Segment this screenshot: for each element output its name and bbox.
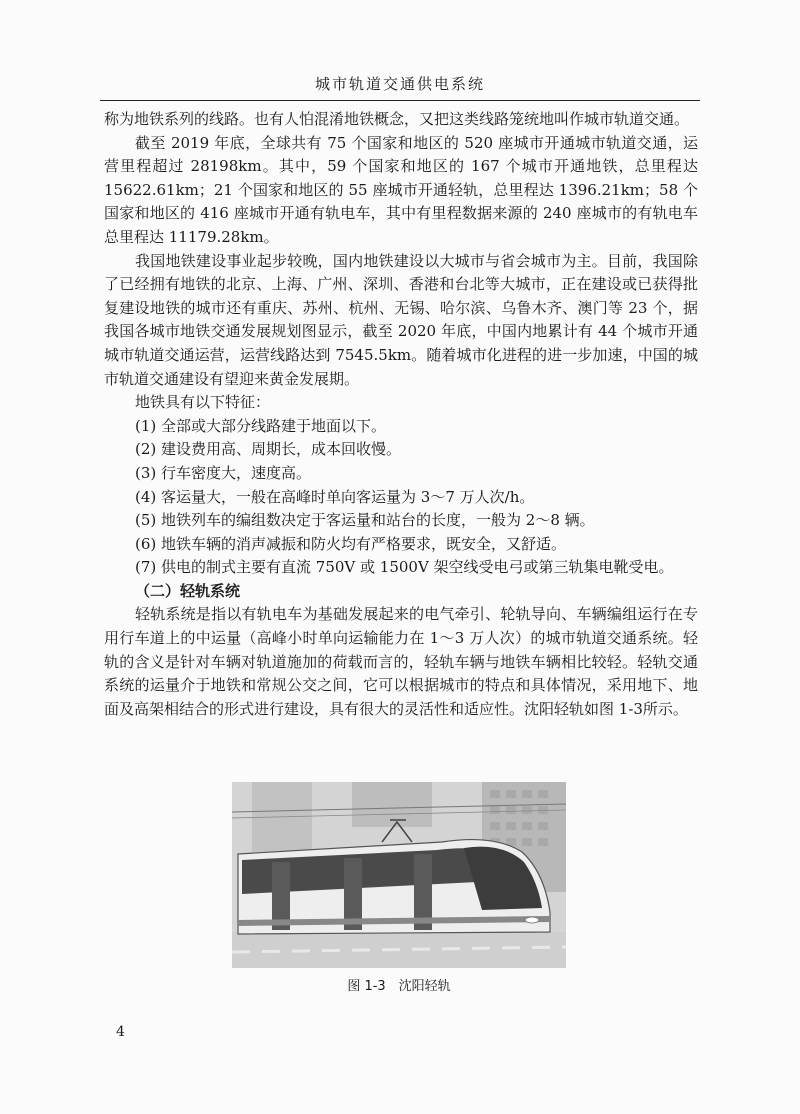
- list-item: (4) 客运量大，一般在高峰时单向客运量为 3～7 万人次/h。: [135, 487, 535, 506]
- list-item: (6) 地铁车辆的消声减振和防火均有严格要求，既安全，又舒适。: [135, 534, 567, 553]
- body-text: [104, 108, 698, 721]
- paragraph: 轻轨系统是指以有轨电车为基础发展起来的电气牵引、轮轨导向、车辆编组运行在专用行车道上的中运量（高峰小时单向运输能力在 1～3 万人次）的城市轨道交通系统。轻轨的含义是针对车辆对轨道施加的荷载而言的，轻轨车辆与地铁车辆相比较轻。轻轨交通系统的运量介于地铁和常规公交之间，它可以根据城市的特点和具体情况，采用地下、地面及高架相结合的形式进行建设，具有很大的灵活性和适应性。沈阳轻轨如图 1-3所示。: [104, 605, 698, 718]
- figure-caption: 图 1-3 沈阳轻轨: [347, 979, 451, 994]
- list-item: (1) 全部或大部分线路建于地面以下。: [135, 416, 387, 435]
- light-rail-photo: [232, 782, 566, 968]
- list-item: (3) 行车密度大，速度高。: [135, 463, 312, 482]
- page-number: 4: [116, 1024, 125, 1040]
- list-item: (2) 建设费用高、周期长，成本回收慢。: [135, 440, 402, 459]
- list-item: (7) 供电的制式主要有直流 750V 或 1500V 架空线受电弓或第三轨集电靴受电。: [135, 558, 674, 577]
- paragraph: 地铁具有以下特征：: [135, 393, 271, 412]
- paragraph: 截至 2019 年底，全球共有 75 个国家和地区的 520 座城市开通城市轨道交通，运营里程超过 28198km。其中，59 个国家和地区的 167 个城市开通地铁，总里程达 15622.61km；21 个国家和地区的 55 座城市开通轻轨，总里程达 1396.21km；58 个国家和地区的 416 座城市开通有轨电车，其中有里程数据来源的 240 座城市的有轨电车总里程达 11179.28km。: [104, 133, 698, 246]
- paragraph: 我国地铁建设事业起步较晚，国内地铁建设以大城市与省会城市为主。目前，我国除了已经拥有地铁的北京、上海、广州、深圳、香港和台北等大城市，正在建设或已获得批复建设地铁的城市还有重庆、苏州、杭州、无锡、哈尔滨、乌鲁木齐、澳门等 23 个，据我国各城市地铁交通发展规划图显示，截至 2020 年底，中国内地累计有 44 个城市开通城市轨道交通运营，运营线路达到 7545.5km。随着城市化进程的进一步加速，中国的城市轨道交通建设有望迎来黄金发展期。: [104, 251, 698, 388]
- paragraph: 称为地铁系列的线路。也有人怕混淆地铁概念，又把这类线路笼统地叫作城市轨道交通。: [104, 110, 690, 128]
- header-rule: [100, 100, 700, 101]
- running-header: 城市轨道交通供电系统: [314, 75, 485, 93]
- section-title: （二）轻轨系统: [135, 581, 241, 600]
- list-item: (5) 地铁列车的编组数决定于客运量和站台的长度，一般为 2～8 辆。: [135, 511, 595, 530]
